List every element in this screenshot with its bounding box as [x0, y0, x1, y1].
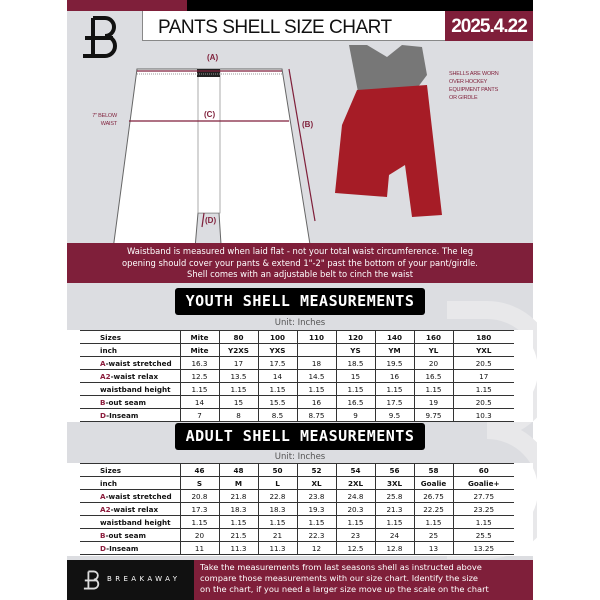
row-label-text: -Inseam	[106, 543, 139, 553]
table-cell: 11	[180, 542, 219, 555]
label-c: (C)	[204, 110, 216, 119]
table-cell: 1.15	[297, 383, 336, 396]
row-label	[80, 409, 180, 422]
table-row	[80, 477, 514, 490]
table-cell: 25.8	[375, 490, 414, 503]
table-cell: 56	[375, 464, 414, 477]
label-a: (A)	[207, 53, 219, 62]
row-label-prefix: B	[100, 530, 106, 540]
label-d: (D)	[205, 216, 217, 225]
table-cell: 22.8	[258, 490, 297, 503]
table-cell: 11.3	[219, 542, 258, 555]
table-row	[80, 464, 514, 477]
adult-section-title: ADULT SHELL MEASUREMENTS	[175, 423, 425, 450]
table-cell: 24	[375, 529, 414, 542]
table-cell: 15.5	[258, 396, 297, 409]
shell-photo-image	[335, 85, 442, 217]
row-label-text: Sizes	[100, 332, 121, 342]
table-cell: 16	[375, 370, 414, 383]
belt-buckle-icon	[197, 69, 220, 77]
table-row	[80, 383, 514, 396]
table-cell: L	[258, 477, 297, 490]
table-cell: 25.5	[453, 529, 514, 542]
table-cell: 11.3	[258, 542, 297, 555]
table-cell: 1.15	[180, 516, 219, 529]
table-cell: 21.3	[375, 503, 414, 516]
row-label	[80, 542, 180, 555]
table-cell: 18.3	[219, 503, 258, 516]
table-cell: 19	[414, 396, 453, 409]
table-cell: 20	[180, 529, 219, 542]
row-label-prefix: D	[100, 543, 107, 553]
table-cell: 15	[219, 396, 258, 409]
table-cell: 1.15	[453, 383, 514, 396]
table-row	[80, 503, 514, 516]
table-cell: YS	[336, 344, 375, 357]
table-row	[80, 409, 514, 422]
table-cell: 16.5	[414, 370, 453, 383]
table-cell: 140	[375, 331, 414, 344]
measuring-instructions: Waistband is measured when laid flat - not your total waist circumference. The leg opening should cover your pants & extend 1"-2" past the bottom of your pant/girdle. Shell comes with an adjustable belt to cinch the waist	[67, 243, 533, 283]
table-cell: 16	[297, 396, 336, 409]
row-label	[80, 396, 180, 409]
table-cell: 16.5	[336, 396, 375, 409]
table-cell: 1.15	[414, 516, 453, 529]
table-row	[80, 357, 514, 370]
row-label-prefix: A	[100, 491, 106, 501]
table-cell: 22.25	[414, 503, 453, 516]
table-cell: 60	[453, 464, 514, 477]
table-cell: Y2XS	[219, 344, 258, 357]
table-cell: 17.3	[180, 503, 219, 516]
table-cell: 23.8	[297, 490, 336, 503]
table-cell: 180	[453, 331, 514, 344]
table-cell: 25	[414, 529, 453, 542]
below-waist-note: 7" BELOW WAIST	[92, 113, 117, 127]
table-cell: XL	[297, 477, 336, 490]
table-cell: 48	[219, 464, 258, 477]
table-cell: 1.15	[258, 383, 297, 396]
table-cell: 15	[336, 370, 375, 383]
row-label-text: waistband height	[100, 384, 171, 394]
row-label-prefix: A2	[100, 371, 111, 381]
table-cell: 8	[219, 409, 258, 422]
table-cell: 16.3	[180, 357, 219, 370]
row-label	[80, 370, 180, 383]
row-label	[80, 529, 180, 542]
table-cell: 8.75	[297, 409, 336, 422]
table-cell: 58	[414, 464, 453, 477]
table-cell: 18	[297, 357, 336, 370]
brand-name: BREAKAWAY	[107, 575, 181, 583]
table-cell: 23	[336, 529, 375, 542]
label-b: (B)	[302, 120, 314, 129]
table-cell: 14	[258, 370, 297, 383]
row-label-text: inch	[100, 478, 117, 488]
table-cell: 7	[180, 409, 219, 422]
table-cell: 24.8	[336, 490, 375, 503]
table-row	[80, 370, 514, 383]
table-cell: 20.3	[336, 503, 375, 516]
adult-unit-label: Unit: Inches	[274, 452, 326, 462]
table-row	[80, 529, 514, 542]
table-cell: 21.5	[219, 529, 258, 542]
table-cell: 54	[336, 464, 375, 477]
row-label-text: -waist relax	[110, 371, 159, 381]
table-cell: 9.5	[375, 409, 414, 422]
row-label-text: -waist stretched	[105, 491, 172, 501]
table-cell: 20	[414, 357, 453, 370]
table-cell: M	[219, 477, 258, 490]
table-cell: 12.5	[336, 542, 375, 555]
table-cell: S	[180, 477, 219, 490]
table-cell: 110	[297, 331, 336, 344]
table-cell: 14.5	[297, 370, 336, 383]
table-cell: 9	[336, 409, 375, 422]
table-cell: 17	[219, 357, 258, 370]
table-cell: Goalie	[414, 477, 453, 490]
table-cell: 50	[258, 464, 297, 477]
table-cell: 14	[180, 396, 219, 409]
table-cell: 1.15	[336, 516, 375, 529]
table-cell: YXS	[258, 344, 297, 357]
table-cell: 20.8	[180, 490, 219, 503]
table-cell: 12.5	[180, 370, 219, 383]
table-cell: 12	[297, 542, 336, 555]
table-cell: 13.5	[219, 370, 258, 383]
table-cell: 13.25	[453, 542, 514, 555]
date-badge: 2025.4.22	[445, 11, 533, 41]
table-cell: 8.5	[258, 409, 297, 422]
table-cell: 9.75	[414, 409, 453, 422]
table-cell: 1.15	[258, 516, 297, 529]
table-cell: 80	[219, 331, 258, 344]
table-cell: 17	[453, 370, 514, 383]
table-cell: 1.15	[375, 383, 414, 396]
table-cell: 46	[180, 464, 219, 477]
table-cell: 2XL	[336, 477, 375, 490]
table-cell: 26.75	[414, 490, 453, 503]
table-cell: 1.15	[375, 516, 414, 529]
table-cell: 17.5	[375, 396, 414, 409]
table-cell	[297, 344, 336, 357]
table-cell: 1.15	[219, 383, 258, 396]
row-label-prefix: A	[100, 358, 106, 368]
table-cell: 22.3	[297, 529, 336, 542]
table-cell: 1.15	[297, 516, 336, 529]
shell-worn-note: SHELLS ARE WORN OVER HOCKEY EQUIPMENT PANTS OR GIRDLE	[449, 71, 499, 101]
row-label	[80, 331, 180, 344]
table-cell: 18.3	[258, 503, 297, 516]
table-cell: 13	[414, 542, 453, 555]
row-label-text: Sizes	[100, 465, 121, 475]
top-bar-accent	[67, 0, 187, 11]
youth-table-bg	[67, 330, 533, 422]
row-label	[80, 357, 180, 370]
row-label-text: -waist stretched	[105, 358, 172, 368]
table-cell: 12.8	[375, 542, 414, 555]
table-cell: 21.8	[219, 490, 258, 503]
table-cell: 21	[258, 529, 297, 542]
table-cell: 20.5	[453, 396, 514, 409]
table-cell: 19.3	[297, 503, 336, 516]
table-cell: 1.15	[180, 383, 219, 396]
row-label-prefix: D	[100, 410, 107, 420]
youth-unit-label: Unit: Inches	[274, 318, 326, 328]
table-cell: YM	[375, 344, 414, 357]
table-cell: 27.75	[453, 490, 514, 503]
table-cell: YXL	[453, 344, 514, 357]
row-label	[80, 503, 180, 516]
row-label-text: -out seam	[105, 397, 146, 407]
fly-panel	[198, 69, 220, 213]
table-cell: 1.15	[219, 516, 258, 529]
table-cell: 1.15	[453, 516, 514, 529]
row-label	[80, 490, 180, 503]
row-label-prefix: B	[100, 397, 106, 407]
breakaway-logo-small-icon	[83, 570, 101, 590]
row-label	[80, 516, 180, 529]
row-label	[80, 477, 180, 490]
table-row	[80, 542, 514, 555]
table-cell: Goalie+	[453, 477, 514, 490]
table-cell: 1.15	[414, 383, 453, 396]
table-row	[80, 490, 514, 503]
youth-size-table	[80, 330, 514, 422]
adult-size-table	[80, 463, 514, 555]
row-label	[80, 383, 180, 396]
table-cell: 120	[336, 331, 375, 344]
table-cell: YL	[414, 344, 453, 357]
table-row	[80, 331, 514, 344]
row-label	[80, 464, 180, 477]
table-cell: 18.5	[336, 357, 375, 370]
footer-instructions: Take the measurements from last seasons shell as instructed above compare those measurements with our size chart. Identify the size on the chart, if you need a larger size move up the scale on the chart	[194, 560, 533, 600]
table-cell: 100	[258, 331, 297, 344]
table-cell: 3XL	[375, 477, 414, 490]
table-cell: 52	[297, 464, 336, 477]
row-label-text: -Inseam	[106, 410, 139, 420]
table-cell: Mite	[180, 344, 219, 357]
table-cell: 160	[414, 331, 453, 344]
row-label-text: -out seam	[105, 530, 146, 540]
table-cell: 10.3	[453, 409, 514, 422]
table-cell: 19.5	[375, 357, 414, 370]
table-cell: 20.5	[453, 357, 514, 370]
row-label-prefix: A2	[100, 504, 111, 514]
top-bar	[187, 0, 533, 11]
row-label	[80, 344, 180, 357]
row-label-text: -waist relax	[110, 504, 159, 514]
row-label-text: inch	[100, 345, 117, 355]
table-row	[80, 396, 514, 409]
table-cell: 23.25	[453, 503, 514, 516]
youth-section-title: YOUTH SHELL MEASUREMENTS	[175, 288, 425, 315]
table-cell: 17.5	[258, 357, 297, 370]
table-row	[80, 516, 514, 529]
size-chart-card	[67, 0, 533, 600]
measure-line-d	[202, 213, 204, 227]
row-label-text: waistband height	[100, 517, 171, 527]
table-cell: Mite	[180, 331, 219, 344]
table-row	[80, 344, 514, 357]
page-title: PANTS SHELL SIZE CHART	[142, 11, 446, 41]
adult-table-bg	[67, 463, 533, 556]
table-cell: 1.15	[336, 383, 375, 396]
